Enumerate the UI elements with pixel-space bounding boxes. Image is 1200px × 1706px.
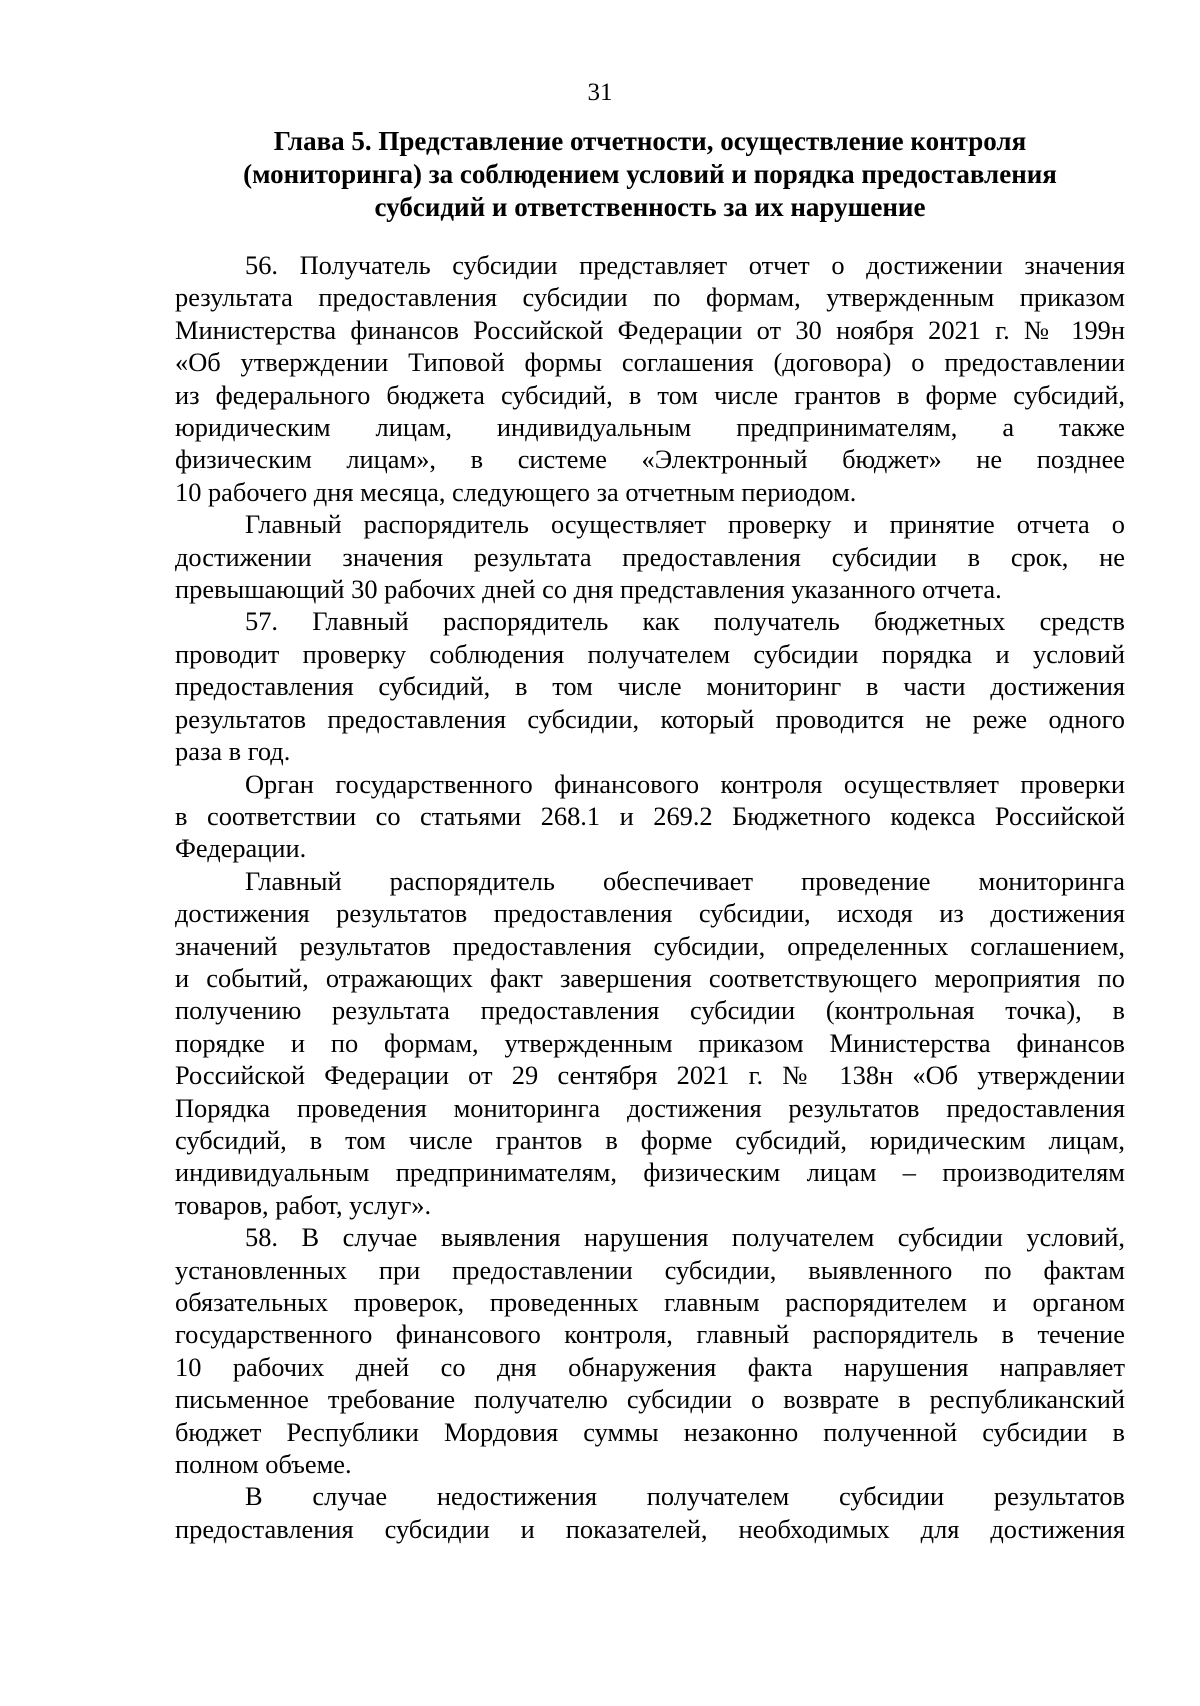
text-line: субсидий, в том числе грантов в форме субсидий, юридическим лицам, [175,1124,1125,1155]
text-line: Главный распорядитель обеспечивает проведение мониторинга [245,865,1125,896]
text-line: установленных при предоставлении субсидии, выявленного по фактам [175,1254,1125,1285]
text-line: результатов предоставления субсидии, который проводится не реже одного [175,703,1125,734]
text-line: физическим лицам», в системе «Электронный бюджет» не позднее [175,444,1125,475]
paragraph-non-achievement [175,1480,1125,1545]
text-line: Главный распорядитель осуществляет проверку и принятие отчета о [245,509,1125,540]
text-line: товаров, работ, услуг». [175,1189,432,1220]
chapter-title-line: субсидий и ответственность за их нарушение [374,192,926,222]
text-line: Российской Федерации от 29 сентября 2021 г. № 138н «Об утверждении [175,1060,1125,1091]
text-line: 58. В случае выявления нарушения получателем субсидии условий, [245,1222,1125,1253]
text-line: в соответствии со статьями 268.1 и 269.2 Бюджетного кодекса Российской [175,800,1125,831]
text-line: Министерства финансов Российской Федерации от 30 ноября 2021 г. № 199н [175,314,1125,345]
chapter-title-line: Глава 5. Представление отчетности, осуществление контроля [273,126,1027,156]
text-line: бюджет Республики Мордовия суммы незаконно полученной субсидии в [175,1416,1125,1447]
text-line: достижения результатов предоставления субсидии, исходя из достижения [175,898,1125,929]
paragraph-report-check [175,508,1125,605]
paragraph-58 [175,1221,1125,1480]
text-line: Порядка проведения мониторинга достижения результатов предоставления [175,1092,1125,1123]
text-line: индивидуальным предпринимателям, физическим лицам – производителям [175,1157,1125,1188]
text-line: 10 рабочих дней со дня обнаружения факта нарушения направляет [175,1351,1125,1382]
paragraph-financial-control [175,768,1125,865]
paragraph-monitoring [175,865,1125,1221]
text-line: достижении значения результата предоставления субсидии в срок, не [175,541,1125,572]
text-line: значений результатов предоставления субсидии, определенных соглашением, [175,930,1125,961]
text-line: превышающий 30 рабочих дней со дня представления указанного отчета. [175,574,1002,605]
chapter-title-line: (мониторинга) за соблюдением условий и порядка предоставления [243,159,1057,189]
text-line: письменное требование получателю субсидии о возврате в республиканский [175,1384,1125,1415]
chapter-title [175,125,1125,224]
text-line: 56. Получатель субсидии представляет отчет о достижении значения [245,250,1125,280]
text-line: Орган государственного финансового контроля осуществляет проверки [245,768,1125,799]
text-line: получению результата предоставления субсидии (контрольная точка), в [175,995,1125,1026]
text-line: из федерального бюджета субсидий, в том числе грантов в форме субсидий, [175,379,1125,410]
paragraph-56 [175,249,1125,508]
text-line: результата предоставления субсидии по формам, утвержденным приказом [175,282,1125,313]
text-line: государственного финансового контроля, главный распорядитель в течение [175,1319,1125,1350]
text-line: предоставления субсидий, в том числе мониторинг в части достижения [175,671,1125,702]
text-line: раза в год. [175,736,291,767]
text-line: и событий, отражающих факт завершения соответствующего мероприятия по [175,962,1125,993]
body-text [175,249,1125,1545]
text-line: полном объеме. [175,1449,352,1480]
text-line: проводит проверку соблюдения получателем субсидии порядка и условий [175,638,1125,669]
text-line: В случае недостижения получателем субсидии результатов [245,1481,1125,1512]
text-line: обязательных проверок, проведенных главным распорядителем и органом [175,1287,1125,1317]
text-line: Федерации. [175,833,307,864]
text-line: юридическим лицам, индивидуальным предпринимателям, а также [175,412,1125,443]
text-line: предоставления субсидии и показателей, необходимых для достижения [175,1513,1125,1544]
text-line: 10 рабочего дня месяца, следующего за отчетным периодом. [175,476,857,507]
page-number: 31 [587,79,613,106]
text-line: 57. Главный распорядитель как получатель бюджетных средств [245,606,1125,637]
text-line: порядке и по формам, утвержденным приказом Министерства финансов [175,1027,1125,1058]
text-line: «Об утверждении Типовой формы соглашения (договора) о предоставлении [175,347,1125,378]
paragraph-57 [175,605,1125,767]
